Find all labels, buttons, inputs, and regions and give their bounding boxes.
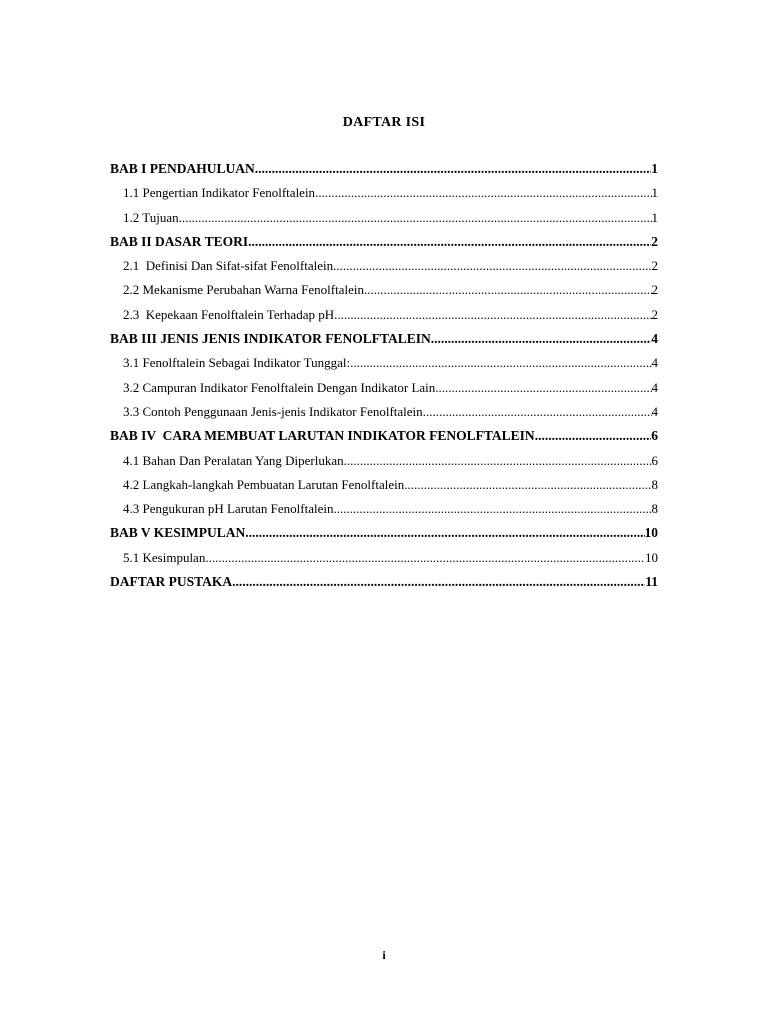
toc-dot-leader [232, 570, 645, 594]
toc-entry-page: 2 [651, 233, 658, 249]
toc-dot-leader [344, 449, 652, 473]
toc-entry-section [110, 497, 658, 521]
toc-entry-page: 8 [651, 501, 658, 517]
toc-entry-title: DAFTAR PUSTAKA [110, 574, 233, 590]
table-of-contents [110, 157, 658, 594]
toc-entry-title: 2.3 Kepekaan Fenolftalein Terhadap pH [123, 306, 335, 322]
toc-dot-leader [404, 473, 651, 497]
toc-dot-leader [535, 424, 652, 448]
toc-entry-section [110, 181, 658, 205]
toc-entry-title: 1.2 Tujuan [123, 209, 179, 225]
toc-entry-page: 4 [651, 379, 658, 395]
toc-dot-leader [179, 206, 652, 230]
toc-entry-page: 6 [651, 428, 658, 444]
toc-entry-title: 2.1 Definisi Dan Sifat-sifat Fenolftalein [123, 258, 334, 274]
toc-entry-title: 4.1 Bahan Dan Peralatan Yang Diperlukan [123, 452, 344, 468]
toc-entry-page: 6 [651, 452, 658, 468]
toc-entry-title: BAB I PENDAHULUAN [110, 161, 255, 176]
toc-dot-leader [435, 376, 651, 400]
toc-entry-section [110, 546, 658, 570]
toc-entry-page: 4 [651, 403, 658, 419]
toc-entry-section [110, 254, 658, 278]
toc-dot-leader [255, 157, 651, 181]
toc-entry-page: 4 [651, 331, 658, 347]
toc-entry-title: BAB III JENIS JENIS INDIKATOR FENOLFTALEIN [110, 331, 431, 347]
toc-entry-title: 1.1 Pengertian Indikator Fenolftalein [123, 185, 316, 201]
toc-dot-leader [248, 230, 651, 254]
toc-entry-page: 1 [651, 185, 658, 201]
toc-entry-section [110, 400, 658, 424]
toc-dot-leader [431, 327, 652, 351]
toc-entry-title: 3.2 Campuran Indikator Fenolftalein Dengan Indikator Lain [123, 379, 436, 395]
toc-entry-page: 4 [651, 355, 658, 371]
toc-entry-title: 4.3 Pengukuran pH Larutan Fenolftalein [123, 501, 334, 517]
toc-entry-section [110, 278, 658, 302]
document-title: DAFTAR ISI [342, 115, 426, 130]
toc-dot-leader [315, 181, 651, 205]
toc-entry-section [110, 303, 658, 327]
toc-entry-section [110, 206, 658, 230]
toc-dot-leader [333, 254, 651, 278]
toc-entry-chapter [110, 230, 658, 254]
toc-entry-page: 1 [651, 209, 658, 225]
toc-entry-page: 11 [645, 574, 658, 590]
toc-entry-chapter [110, 157, 658, 181]
toc-dot-leader [364, 278, 652, 302]
toc-entry-page: 2 [651, 258, 658, 274]
toc-entry-section [110, 376, 658, 400]
toc-entry-section [110, 473, 658, 497]
toc-dot-leader [334, 303, 651, 327]
toc-entry-chapter [110, 521, 658, 545]
toc-entry-title: BAB II DASAR TEORI [110, 233, 249, 249]
toc-entry-title: 3.3 Contoh Penggunaan Jenis-jenis Indikator Fenolftalein [123, 403, 423, 419]
toc-entry-chapter [110, 327, 658, 351]
toc-entry-page: 8 [651, 476, 658, 492]
toc-entry-section [110, 449, 658, 473]
toc-entry-page: 2 [651, 306, 658, 322]
toc-dot-leader [333, 497, 651, 521]
toc-entry-title: 5.1 Kesimpulan [123, 549, 206, 565]
toc-entry-page: 1 [651, 161, 658, 176]
toc-entry-chapter [110, 424, 658, 448]
toc-entry-title: 3.1 Fenolftalein Sebagai Indikator Tunggal: [123, 355, 351, 371]
toc-entry-title: BAB IV CARA MEMBUAT LARUTAN INDIKATOR FENOLFTALEIN [110, 428, 535, 444]
toc-entry-title: 2.2 Mekanisme Perubahan Warna Fenolftalein [123, 282, 364, 298]
toc-dot-leader [245, 521, 644, 545]
toc-entry-section [110, 351, 658, 375]
toc-entry-page: 10 [644, 525, 658, 541]
page-number: i [382, 948, 386, 962]
toc-dot-leader [423, 400, 652, 424]
toc-entry-page: 2 [651, 282, 658, 298]
toc-entry-page: 10 [645, 549, 658, 565]
toc-entry-title: BAB V KESIMPULAN [110, 525, 246, 541]
toc-dot-leader [205, 546, 645, 570]
toc-entry-chapter [110, 570, 658, 594]
toc-entry-title: 4.2 Langkah-langkah Pembuatan Larutan Fenolftalein [123, 476, 405, 492]
toc-dot-leader [350, 351, 651, 375]
